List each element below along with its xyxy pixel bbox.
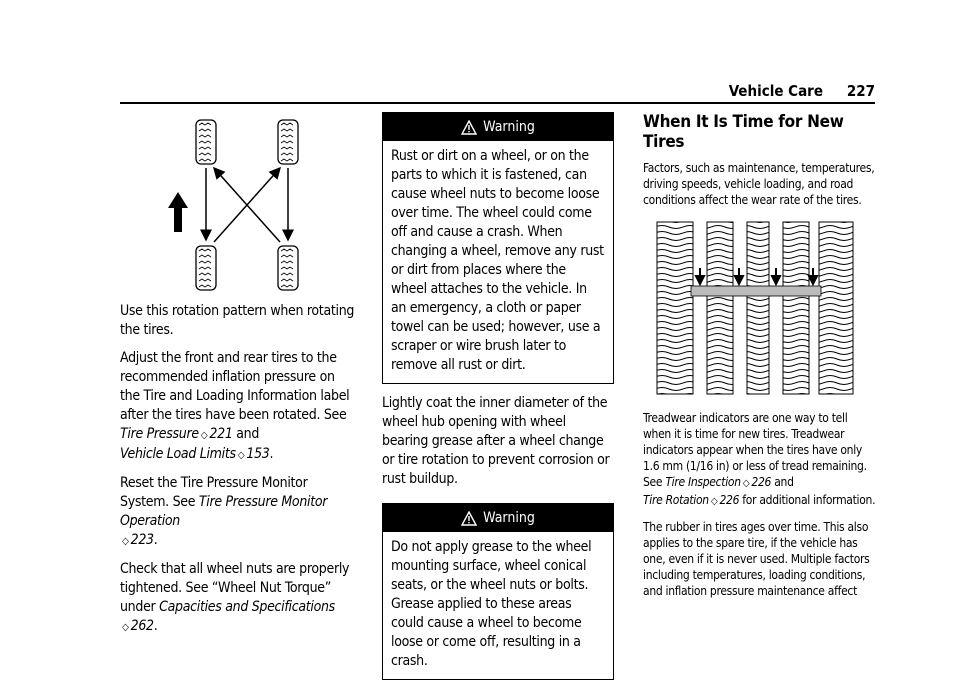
warning-title: Warning (483, 119, 535, 135)
indicator-arrow-icon (735, 268, 743, 284)
paragraph: Lightly coat the inner diameter of the wheel hub opening with wheel bearing grease after a wheel change or tire rotation to prevent corrosion or rust buildup. (382, 395, 610, 487)
paragraph: Reset the Tire Pressure Monitor System. See Tire Pressure Monitor Operation ◇ 223. (120, 475, 328, 548)
paragraph: Adjust the front and rear tires to the recommended inflation pressure on the Tire and Loading Information label after the tires have been rotated. See Tire Pressure ◇ 221 and Vehicle Load Limits ◇ 153. (120, 350, 350, 462)
warning-text: Do not apply grease to the wheel mounting surface, wheel conical seats, or the wheel nuts or bolts. Grease applied to these areas could cause a wheel to become loose or come off, resulting in a crash. (391, 539, 592, 669)
paragraph: Treadwear indicators are one way to tell when it is time for new tires. Treadwear indicators appear when the tires have only 1.6 mm (1/16 in) or less of tread remaining. See Tire Inspection ◇ 226 and Tire Rotation ◇ 226 for additional information. (643, 411, 876, 507)
reference-arrow-icon: ◇ (710, 496, 718, 507)
reference-arrow-icon: ◇ (237, 450, 245, 461)
warning-title: Warning (483, 510, 535, 526)
paragraph: Check that all wheel nuts are properly tightened. See “Wheel Nut Torque” under Capacities and Specifications ◇ 262. (120, 561, 350, 634)
warning-header (383, 504, 613, 532)
paragraph: The rubber in tires ages over time. This also applies to the spare tire, if the vehicle has one, even if it is never used. Multiple factors including temperatures, loading conditions, and inflation pressure maintenance affect (643, 520, 870, 598)
page-ref[interactable]: 226 (751, 475, 772, 489)
reference-arrow-icon: ◇ (742, 478, 750, 489)
column-right (643, 112, 878, 608)
link-tpms-operation[interactable]: Tire Pressure Monitor Operation (120, 494, 328, 529)
warning-triangle-icon (461, 511, 477, 526)
reference-arrow-icon: ◇ (122, 536, 129, 547)
page-number: 227 (846, 82, 875, 100)
link-vehicle-load-limits[interactable]: Vehicle Load Limits (120, 446, 236, 462)
tire-rear-right (278, 246, 298, 290)
warning-box (382, 112, 614, 384)
indicator-arrow-icon (772, 268, 780, 284)
page-ref[interactable]: 223 (130, 532, 154, 548)
page-header (0, 82, 875, 104)
reference-arrow-icon: ◇ (122, 622, 129, 633)
indicator-arrow-icon (696, 268, 704, 284)
page-ref[interactable]: 226 (719, 493, 740, 507)
tire-rear-left (196, 246, 216, 290)
warning-header (383, 113, 613, 141)
page-ref[interactable]: 221 (209, 426, 233, 442)
treadwear-indicator-diagram (655, 218, 878, 398)
header-rule (120, 102, 875, 104)
column-middle (382, 112, 614, 690)
page-ref[interactable]: 153 (246, 446, 270, 462)
tire-front-right (278, 120, 298, 164)
link-tire-pressure[interactable]: Tire Pressure (120, 426, 199, 442)
link-tire-inspection[interactable]: Tire Inspection (665, 475, 741, 489)
page-ref[interactable]: 262 (130, 618, 154, 634)
paragraph: Factors, such as maintenance, temperatures, driving speeds, vehicle loading, and road conditions affect the wear rate of the tires. (643, 161, 875, 207)
warning-triangle-icon (461, 120, 477, 135)
link-tire-rotation[interactable]: Tire Rotation (643, 493, 709, 507)
reference-arrow-icon: ◇ (200, 430, 208, 441)
link-capacities-specifications[interactable]: Capacities and Specifications (159, 599, 335, 615)
indicator-arrow-icon (809, 268, 817, 284)
section-title: Vehicle Care (728, 82, 823, 100)
column-left (120, 112, 358, 646)
front-direction-arrow-icon (168, 192, 188, 232)
warning-box (382, 503, 614, 680)
warning-text: Rust or dirt on a wheel, or on the parts to which it is fastened, can cause wheel nuts to become loose over time. The wheel could come off and cause a crash. When changing a wheel, remove any rust or dirt from places where the wheel attaches to the vehicle. In an emergency, a cloth or paper towel can be used; however, use a scraper or wire brush later to remove all rust or dirt. (391, 148, 604, 373)
paragraph: Use this rotation pattern when rotating the tires. (120, 303, 355, 338)
tire-front-left (196, 120, 216, 164)
section-heading: When It Is Time for New Tires (643, 112, 844, 152)
tire-rotation-diagram (120, 112, 358, 302)
